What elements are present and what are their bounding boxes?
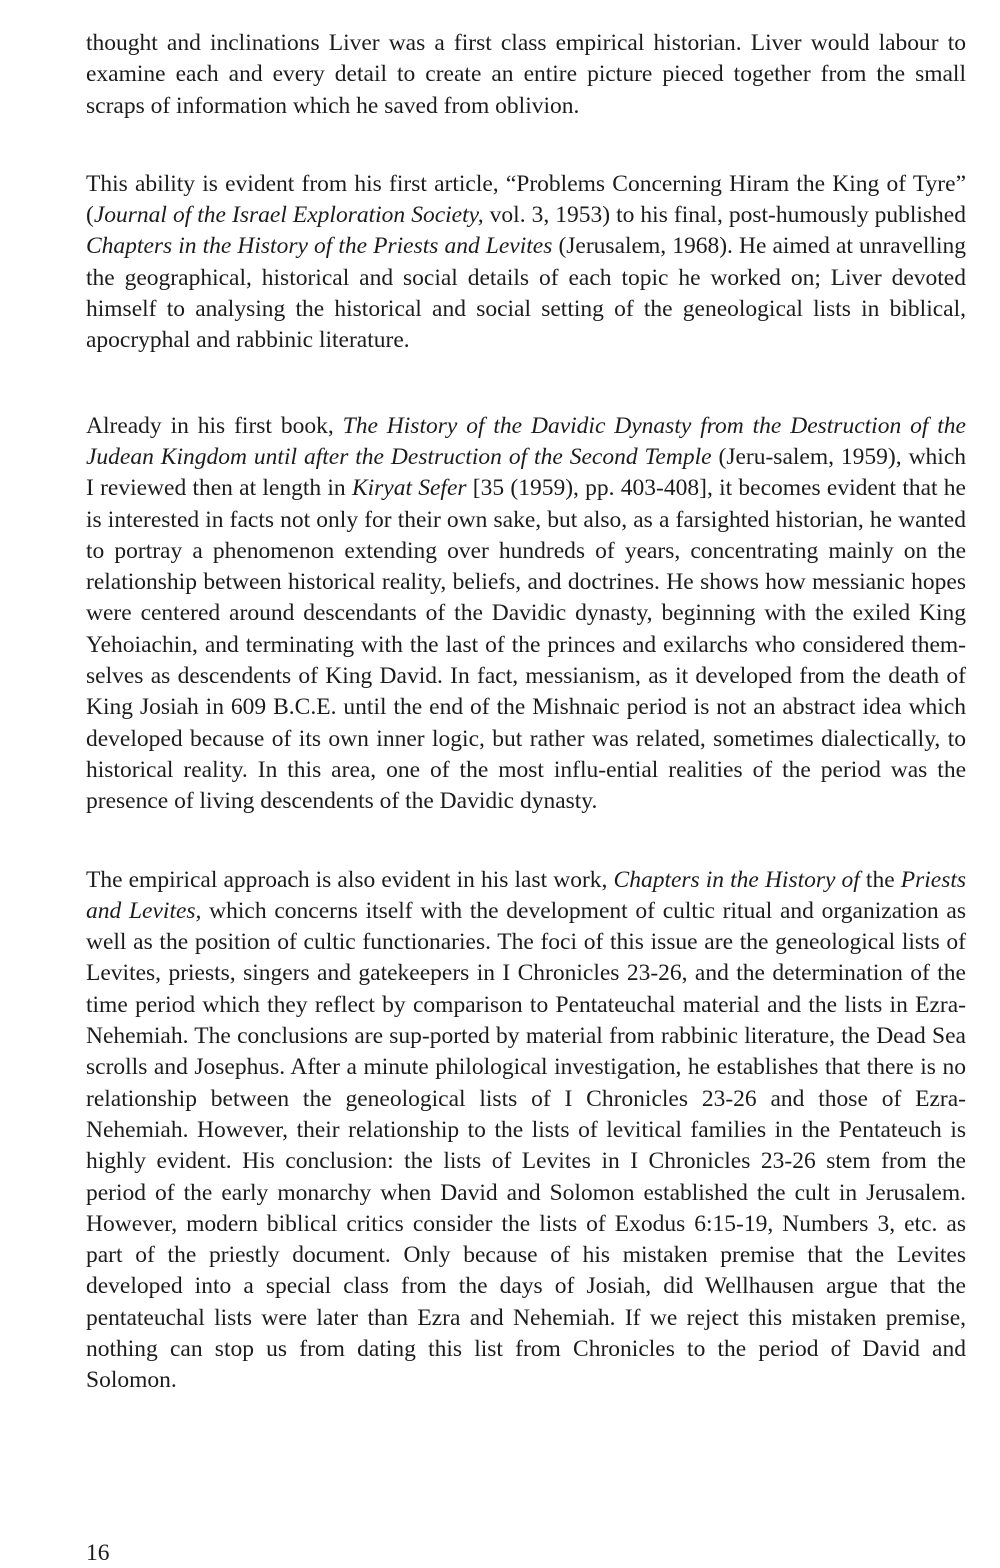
paragraph [86,169,966,357]
body-text: This ability is evident from his first article, “Problems Concerning Hiram the King of Tyre” ( [86,170,966,229]
italic-title-text: Priests and Levites, [86,866,967,924]
body-text: which concerns itself with the development of cultic ritual and organization as well as the position of cultic functionaries. The foci of this issue are the geneological lists of Levites, priests, singers and gatekeepers in I Chronicles 23-26, and the determination of the time period which they reflect by comparison to Pentateuchal material and the lists in Ezra-Nehemiah. The conclusions are sup-ported by material from rabbinic literature, the Dead Sea scrolls and Josephus. After a minute philological investigation, he establishes that there is no relationship between the geneological lists of I Chronicles 23-26 and those of Ezra-Nehemiah. However, their relationship to the lists of levitical families in the Pentateuch is highly evident. His conclusion: the lists of Levites in I Chronicles 23-26 stem from the period of the early monarchy when David and Solomon established the cult in Jerusalem. However, modern biblical critics consider the lists of Exodus 6:15-19, Numbers 3, etc. as part of the priestly document. Only because of his mistaken premise that the Levites developed into a special class from the days of Josiah, did Wellhausen argue that the pentateuchal lists were later than Ezra and Nehemiah. If we reject this mistaken premise, nothing can stop us from dating this list from Chronicles to the period of David and Solomon. [86,897,966,1394]
body-text: the [859,866,901,893]
italic-title-text: Chapters in the History of the Priests and Levites [86,233,553,260]
body-text: The empirical approach is also evident in his last work, [86,866,614,893]
page-body [86,28,966,1397]
body-text: Already in his first book, [86,412,343,439]
paragraph [86,28,966,122]
paragraph [86,411,966,818]
body-text: (Jeru-salem, 1959), which I reviewed then at length in [86,443,966,502]
body-text: (Jerusalem, 1968). He aimed at unravelling the geographical, historical and social details of each topic he worked on; Liver devoted himself to analysing the historical and social setting of the geneological lists in biblical, apocryphal and rabbinic literature. [86,233,967,354]
body-text: thought and inclinations Liver was a first class empirical historian. Liver would labour to examine each and every detail to create an entire picture pieced together from the small scraps of information which he saved from oblivion. [86,30,966,119]
italic-title-text: Chapters in the History of [613,866,860,893]
italic-title-text: The History of the Davidic Dynasty from the Destruction of the Judean Kingdom until after the Destruction of the Second Temple [86,412,966,470]
italic-title-text: Journal of the Israel Exploration Society, [93,202,484,229]
body-text: [35 (1959), pp. 403-408], it becomes evident that he is interested in facts not only for their own sake, but also, as a farsighted historian, he wanted to portray a phenomenon extending over hundreds of years, concentrating mainly on the relationship between historical reality, beliefs, and doctrines. He shows how messianic hopes were centered around descendants of the Davidic dynasty, beginning with the exiled King Yehoiachin, and terminating with the last of the princes and exilarchs who considered them-selves as descendents of King David. In fact, messianism, as it developed from the death of King Josiah in 609 B.C.E. until the end of the Mishnaic period is not an abstract idea which developed because of its own inner logic, but rather was related, sometimes dialectically, to historical reality. In this area, one of the most influ-ential realities of the period was the presence of living descendents of the Davidic dynasty. [86,475,966,815]
body-text: vol. 3, 1953) to his final, post-humously published [483,202,966,229]
page-number: 16 [86,1540,110,1566]
paragraph [86,865,966,1397]
italic-title-text: Kiryat Sefer [351,475,467,502]
